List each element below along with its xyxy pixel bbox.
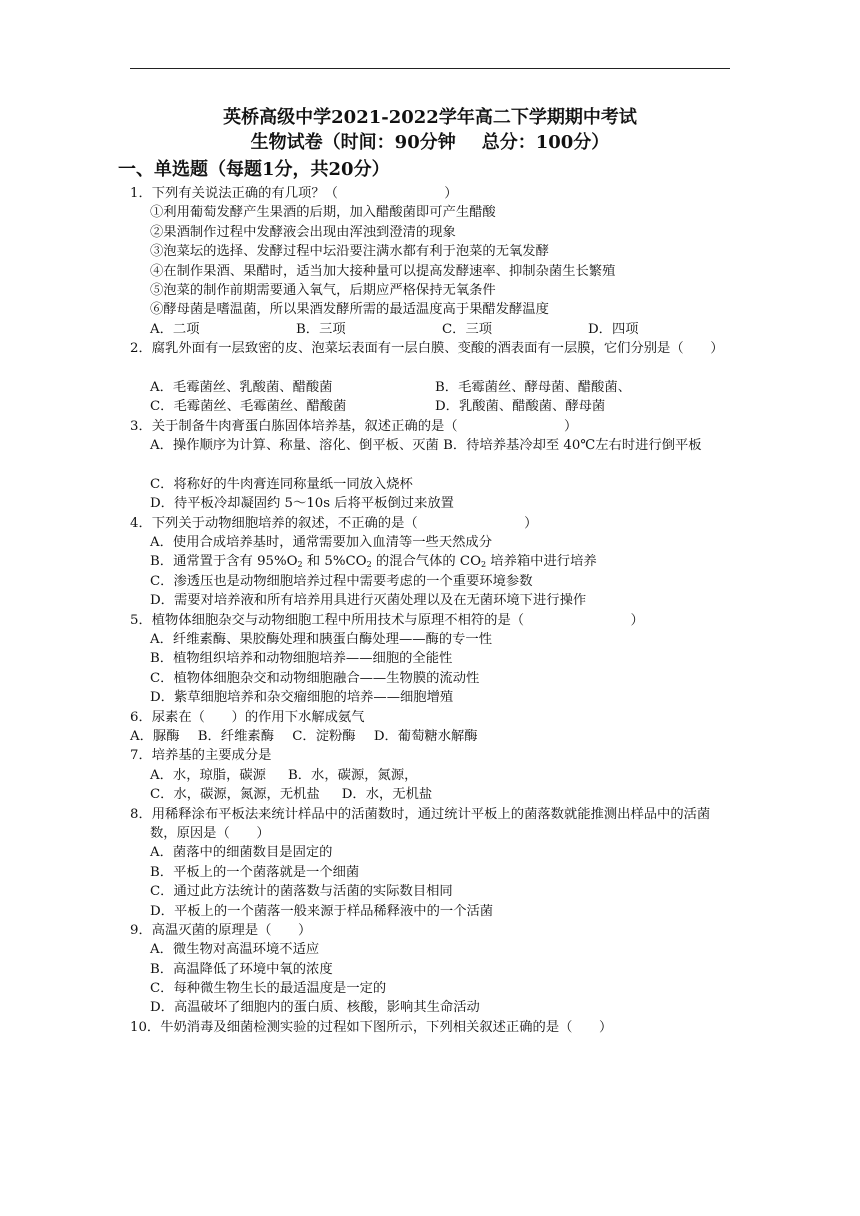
option: D．紫草细胞培养和杂交瘤细胞的培养——细胞增殖 — [150, 690, 454, 706]
option: A．操作顺序为计算、称量、溶化、倒平板、灭菌 B．待培养基冷却至 40℃左右时进行倒平板 — [150, 438, 702, 454]
option: A．使用合成培养基时，通常需要加入血清等一些天然成分 — [150, 535, 493, 551]
option: D．平板上的一个菌落一般来源于样品稀释液中的一个活菌 — [150, 903, 494, 919]
question-list — [130, 184, 734, 1037]
option: C．三项 — [442, 321, 493, 337]
question-stem: 1．下列有关说法正确的有几项？（ ） — [130, 186, 458, 201]
option: A．水，琼脂，碳源 — [150, 767, 266, 783]
option: D．高温破坏了细胞内的蛋白质、核酸，影响其生命活动 — [150, 1000, 480, 1016]
question-stem: 4．下列关于动物细胞培养的叙述，不正确的是（ ） — [130, 515, 538, 531]
option: D．需要对培养液和所有培养用具进行灭菌处理以及在无菌环境下进行操作 — [150, 593, 587, 609]
question-stem: 3．关于制备牛肉膏蛋白胨固体培养基，叙述正确的是（ ） — [130, 418, 578, 434]
option-row — [130, 727, 734, 746]
option: A．纤维素酶、果胶酶处理和胰蛋白酶处理——酶的专一性 — [150, 632, 493, 648]
option-row — [130, 378, 734, 397]
option: A．微生物对高温环境不适应 — [150, 942, 320, 958]
option: C．每种微生物生长的最适温度是一定的 — [150, 981, 387, 997]
option: D．葡萄糖水解酶 — [373, 728, 478, 744]
option: C．水，碳源，氮源，无机盐 — [150, 787, 320, 803]
option: C．淀粉酶 — [292, 728, 356, 744]
option: D．待平板冷却凝固约 5～10s 后将平板倒过来放置 — [150, 496, 454, 512]
option: B．水，碳源，氮源， — [287, 767, 418, 783]
option: B．通常置于含有 $95\%O_2$ 和 $5\%CO_2$ 的混合气体的 $CO_2$ 培养箱中进行培养 — [150, 554, 597, 570]
exam-subtitle: 生物试卷（时间：90分钟 总分：100分） — [250, 132, 610, 153]
statement-item: ⑥酵母菌是嗜温菌，所以果酒发酵所需的最适温度高于果醋发酵温度 — [150, 302, 549, 318]
option: B．毛霉菌丝、酵母菌、醋酸菌、 — [435, 379, 631, 395]
option: D．乳酸菌、醋酸菌、酵母菌 — [435, 399, 606, 415]
option: A．脲酶 — [130, 728, 180, 744]
statement-item: ③泡菜坛的选择、发酵过程中坛沿要注满水都有利于泡菜的无氧发酵 — [150, 244, 549, 260]
option-row — [130, 766, 734, 785]
question-stem: 8．用稀释涂布平板法来统计样品中的活菌数时，通过统计平板上的菌落数就能推测出样品中的活菌数，原因是（ ） — [130, 806, 711, 841]
statement-item: ④在制作果酒、果醋时，适当加大接种量可以提高发酵速率、抑制杂菌生长繁殖 — [150, 263, 616, 279]
option: C．毛霉菌丝、毛霉菌丝、醋酸菌 — [150, 399, 347, 415]
option-row — [130, 397, 734, 416]
option: D．水，无机盐 — [341, 787, 433, 803]
option: A．毛霉菌丝、乳酸菌、醋酸菌 — [150, 379, 333, 395]
header-rule — [130, 68, 730, 69]
question-stem: 2．腐乳外面有一层致密的皮、泡菜坛表面有一层白膜、变酸的酒表面有一层膜，它们分别是（ ） — [130, 341, 724, 357]
option-row — [130, 320, 734, 339]
option: C．渗透压也是动物细胞培养过程中需要考虑的一个重要环境参数 — [150, 573, 533, 589]
option: D．四项 — [588, 321, 639, 337]
option: B．三项 — [296, 321, 346, 337]
statement-item: ①利用葡萄发酵产生果酒的后期，加入醋酸菌即可产生醋酸 — [150, 205, 496, 221]
statement-item: ②果酒制作过程中发酵液会出现由浑浊到澄清的现象 — [150, 224, 456, 240]
option: B．平板上的一个菌落就是一个细菌 — [150, 864, 360, 880]
question-stem: 5．植物体细胞杂交与动物细胞工程中所用技术与原理不相符的是（ ） — [130, 612, 644, 628]
option: C．通过此方法统计的菌落数与活菌的实际数目相同 — [150, 884, 453, 900]
exam-title: 英桥高级中学2021-2022学年高二下学期期中考试 — [223, 107, 637, 128]
statement-item: ⑤泡菜的制作前期需要通入氧气，后期应严格保持无氧条件 — [150, 282, 496, 298]
question-stem: 9．高温灭菌的原理是（ ） — [130, 922, 312, 938]
option: C．植物体细胞杂交和动物细胞融合——生物膜的流动性 — [150, 670, 480, 686]
option: B．高温降低了环境中氧的浓度 — [150, 961, 333, 977]
option: B．植物组织培养和动物细胞培养——细胞的全能性 — [150, 651, 453, 667]
question-stem: 10．牛奶消毒及细菌检测实验的过程如下图所示，下列相关叙述正确的是（ ） — [130, 1019, 613, 1035]
section-heading: 一、单选题（每题1分，共20分） — [118, 159, 390, 180]
question-stem: 6．尿素在（ ）的作用下水解成氨气 — [130, 709, 365, 725]
option: C．将称好的牛肉膏连同称量纸一同放入烧杯 — [150, 476, 413, 492]
option-row — [130, 785, 734, 804]
option: A．菌落中的细菌数目是固定的 — [150, 845, 333, 861]
option: A．二项 — [150, 321, 200, 337]
option: B．纤维素酶 — [197, 728, 274, 744]
question-stem: 7．培养基的主要成分是 — [130, 748, 272, 764]
